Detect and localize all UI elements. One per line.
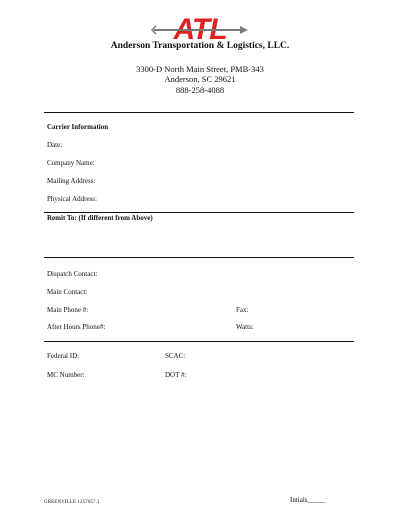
divider-contacts (44, 257, 354, 258)
company-phone: 888-258-4088 (175, 85, 225, 95)
physical-address-field-label: Physical Address: (47, 195, 97, 203)
doc-code: GREENVILLE 1257057.1 (44, 500, 100, 505)
logo-text: ATL (173, 13, 227, 44)
main-phone-label: Main Phone #: (47, 306, 89, 314)
initials-field[interactable]: Intials_____ (290, 496, 325, 504)
carrier-info-heading: Carrier Information (47, 123, 109, 131)
address-line-2: Anderson, SC 29621 (164, 74, 236, 84)
after-hours-phone-label: After Hours Phone#: (47, 323, 106, 331)
logo-arrow-head (240, 26, 248, 34)
dispatch-contact-label: Dispatch Contact: (47, 270, 98, 278)
scac-label: SCAC: (165, 352, 186, 360)
dot-number-label: DOT #: (165, 371, 187, 379)
watts-label: Watts: (236, 323, 254, 331)
address-line-1: 3300-D North Main Street, PMB-343 (136, 64, 264, 74)
remit-to-heading: Remit To: (If different from Above) (47, 214, 153, 222)
main-contact-label: Main Contact: (47, 288, 88, 296)
fax-label: Fax: (236, 306, 249, 314)
company-name: Anderson Transportation & Logistics, LLC. (110, 41, 290, 51)
mc-number-label: MC Number: (47, 371, 85, 379)
mailing-address-field-label: Mailing Address: (47, 177, 96, 185)
date-field-label: Date: (47, 141, 63, 149)
atl-logo (150, 12, 250, 44)
federal-id-label: Federal ID: (47, 352, 80, 360)
divider-top (44, 112, 354, 113)
company-name-field-label: Company Name: (47, 159, 95, 167)
divider-ids (44, 341, 354, 342)
